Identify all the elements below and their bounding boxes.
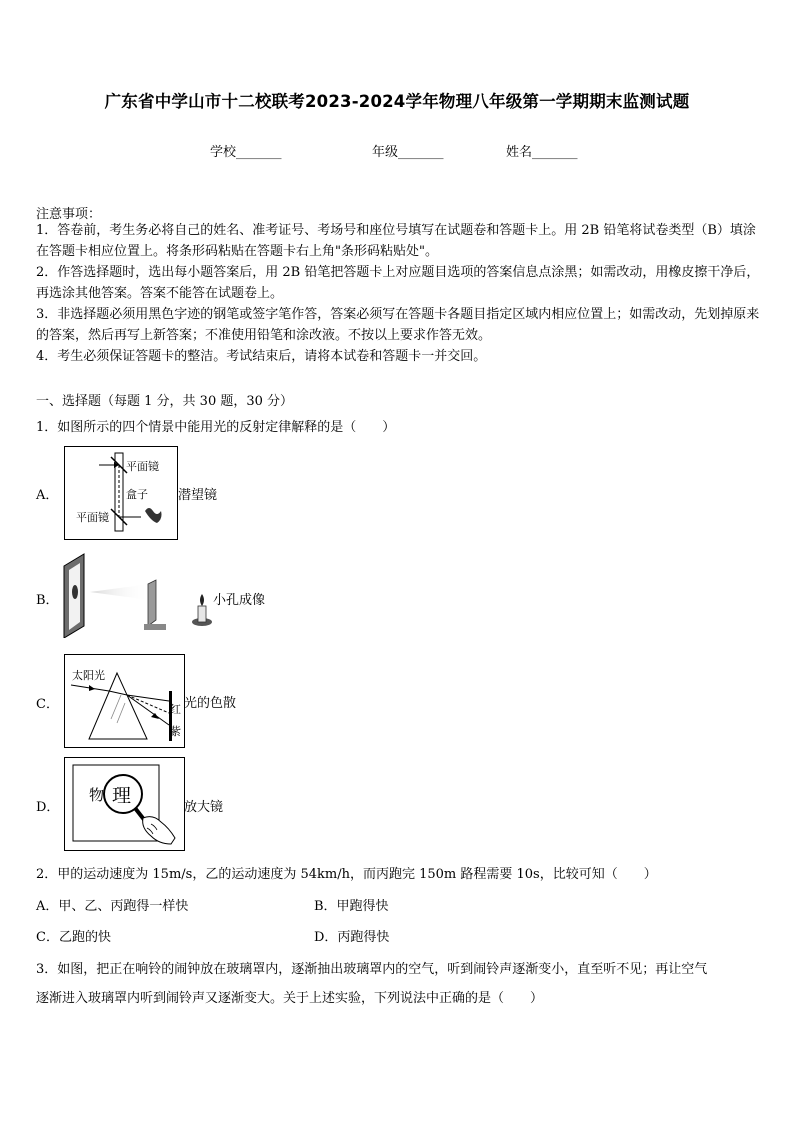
q2-option-d[interactable]: D．丙跑得快: [314, 930, 390, 945]
section-heading: 一、选择题（每题 1 分，共 30 题，30 分）: [36, 394, 294, 409]
magnifier-figure: [64, 757, 185, 851]
q1-option-a-letter[interactable]: A．: [36, 488, 59, 503]
question-3-line-1: 3．如图，把正在响铃的闹钟放在玻璃罩内，逐渐抽出玻璃罩内的空气，听到闹铃声逐渐变小，直至听不见；再让空气: [36, 962, 708, 977]
q1-option-b-caption: 小孔成像: [213, 593, 266, 608]
student-info-row: [0, 141, 794, 159]
notice-item-3: 3．非选择题必须用黑色字迹的钢笔或签字笔作答，答案必须写在答题卡各题目指定区域内相应位置上；如需改动，先划掉原来的答案，然后再写上新答案；不准使用铅笔和涂改液。不按以上要求作答无效。: [36, 307, 760, 343]
red-label: 红: [170, 703, 181, 716]
prism-figure: [64, 654, 185, 748]
name-field[interactable]: 姓名_______: [506, 145, 578, 160]
q2-option-a[interactable]: A．甲、乙、丙跑得一样快: [36, 899, 189, 914]
question-2-stem: 2．甲的运动速度为 15m/s，乙的运动速度为 54km/h，而丙跑完 150m 路程需要 10s，比较可知（ ）: [36, 867, 657, 882]
notice-label: 注意事项：: [36, 207, 102, 222]
q2-option-b[interactable]: B．甲跑得快: [314, 899, 389, 914]
notice-item-4: 4．考生必须保证答题卡的整洁。考试结束后，请将本试卷和答题卡一并交回。: [36, 349, 487, 364]
periscope-figure: [64, 446, 178, 540]
bottom-mirror-label: 平面镜: [76, 511, 109, 524]
question-1-stem: 1．如图所示的四个情景中能用光的反射定律解释的是（ ）: [36, 420, 396, 435]
q1-option-a-caption: 潜望镜: [178, 488, 218, 503]
school-field[interactable]: 学校_______: [210, 145, 282, 160]
q1-option-c-caption: 光的色散: [184, 696, 237, 711]
q1-option-d-caption: 放大镜: [184, 800, 224, 815]
grade-field[interactable]: 年级_______: [372, 145, 444, 160]
top-mirror-label: 平面镜: [126, 460, 159, 473]
text-wu: 物: [89, 786, 105, 804]
pinhole-figure: [60, 552, 220, 638]
violet-label: 紫: [170, 725, 181, 738]
q1-option-d-letter[interactable]: D．: [36, 800, 60, 815]
q1-option-b-letter[interactable]: B．: [36, 593, 59, 608]
text-li-magnified: 理: [112, 785, 132, 807]
sunlight-label: 太阳光: [72, 669, 105, 682]
page-title: 广东省中学山市十二校联考2023-2024学年物理八年级第一学期期末监测试题: [104, 92, 690, 111]
notice-item-1: 1．答卷前，考生务必将自己的姓名、准考证号、考场号和座位号填写在试题卷和答题卡上。用 2B 铅笔将试卷类型（B）填涂在答题卡相应位置上。将条形码粘贴在答题卡右上角"条形码粘贴处"。: [36, 223, 756, 259]
question-3-line-2: 逐渐进入玻璃罩内听到闹铃声又逐渐变大。关于上述实验，下列说法中正确的是（ ）: [36, 991, 544, 1006]
q2-option-c[interactable]: C．乙跑的快: [36, 930, 111, 945]
box-label: 盒子: [126, 488, 148, 501]
notice-item-2: 2．作答选择题时，选出每小题答案后，用 2B 铅笔把答题卡上对应题目选项的答案信息点涂黑；如需改动，用橡皮擦干净后，再选涂其他答案。答案不能答在试题卷上。: [36, 265, 760, 301]
q1-option-c-letter[interactable]: C．: [36, 697, 59, 712]
